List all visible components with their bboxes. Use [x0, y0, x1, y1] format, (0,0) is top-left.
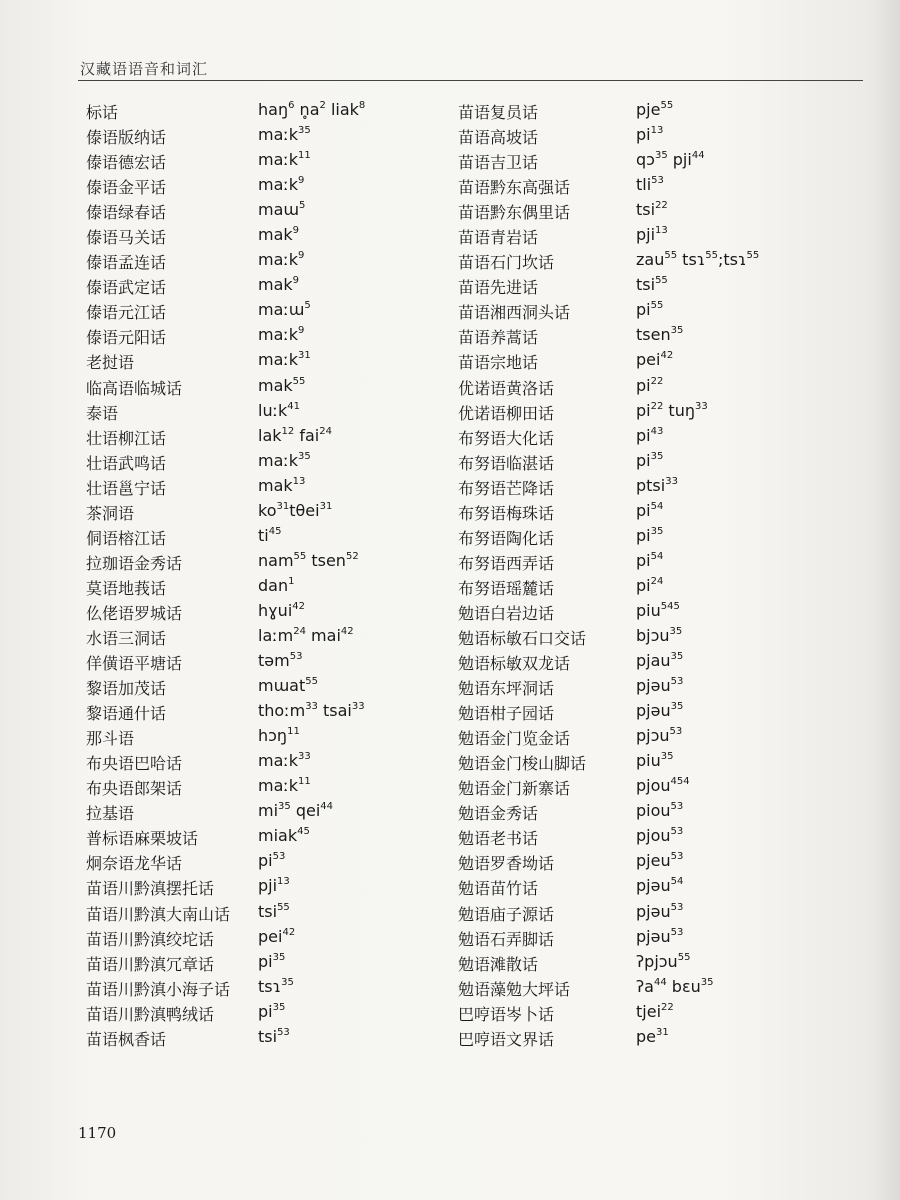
dialect-name: 布努语临湛话	[458, 453, 555, 473]
phonetic-form: maːk$^{35}$	[258, 125, 311, 145]
dialect-name: 佯僙语平塘话	[86, 654, 183, 674]
dialect-name: 傣语元阳话	[86, 328, 167, 348]
dialect-name: 勉语藻勉大坪话	[458, 979, 571, 999]
list-item	[458, 674, 858, 699]
list-item	[458, 925, 858, 950]
dialect-name: 苗语高坡话	[458, 128, 539, 148]
dialect-name: 勉语庙子源话	[458, 904, 555, 924]
phonetic-form: piou$^{53}$	[636, 801, 684, 821]
dialect-name: 勉语苗竹话	[458, 879, 539, 899]
list-item	[86, 975, 446, 1000]
dialect-name: 苗语先进话	[458, 278, 539, 298]
dialect-name: 布努语西弄话	[458, 553, 555, 573]
dialect-name: 勉语柑子园话	[458, 704, 555, 724]
list-item	[458, 524, 858, 549]
phonetic-form: mak$^{55}$	[258, 375, 306, 395]
dialect-name: 苗语川黔滇小海子话	[86, 979, 231, 999]
dialect-name: 壮语柳江话	[86, 428, 167, 448]
phonetic-form: pei$^{42}$	[258, 926, 296, 946]
dialect-name: 苗语黔东高强话	[458, 178, 571, 198]
phonetic-form: $mi^{35}$ qei$^{44}$	[258, 801, 334, 821]
dialect-name: 临高语临城话	[86, 378, 183, 398]
list-item	[458, 1000, 858, 1025]
list-item	[458, 374, 858, 399]
phonetic-form: maɯ$^5$	[258, 200, 306, 220]
list-item	[458, 699, 858, 724]
phonetic-form: mak$^9$	[258, 225, 300, 245]
list-item	[86, 248, 446, 273]
phonetic-form: maːk$^{11}$	[258, 150, 311, 170]
phonetic-form: pjɔu$^{53}$	[636, 726, 683, 746]
list-item	[458, 900, 858, 925]
phonetic-form: qɔ$^{35}$ pji$^{44}$	[636, 150, 705, 170]
phonetic-form: bjɔu$^{35}$	[636, 625, 683, 645]
phonetic-form: pjəu$^{35}$	[636, 701, 684, 721]
list-item	[86, 148, 446, 173]
phonetic-form: mak$^9$	[258, 275, 300, 295]
dialect-name: 苗语吉卫话	[458, 153, 539, 173]
list-item	[458, 599, 858, 624]
phonetic-form: ʔpjɔu$^{55}$	[636, 951, 691, 971]
phonetic-form: pjəu$^{53}$	[636, 676, 684, 696]
phonetic-form: $pi^{22}$	[636, 375, 664, 395]
dialect-name: 苗语黔东偶里话	[458, 203, 571, 223]
phonetic-form: pji$^{13}$	[636, 225, 668, 245]
left-column	[86, 98, 446, 1050]
phonetic-form: mak$^{13}$	[258, 475, 306, 495]
phonetic-form: thoːm$^{33}$ tsai$^{33}$	[258, 701, 365, 721]
dialect-name: 苗语川黔滇冗章话	[86, 954, 215, 974]
list-item	[86, 348, 446, 373]
phonetic-form: təm$^{53}$	[258, 651, 303, 671]
phonetic-form: $pi^{54}$	[636, 500, 664, 520]
dialect-name: 苗语湘西洞头话	[458, 303, 571, 323]
phonetic-form: pje$^{55}$	[636, 100, 674, 119]
list-item	[86, 799, 446, 824]
phonetic-form: pei$^{42}$	[636, 350, 674, 370]
list-item	[458, 1025, 858, 1050]
running-head: 汉藏语语音和词汇	[80, 60, 209, 78]
phonetic-form: pjəu$^{53}$	[636, 926, 684, 946]
dialect-name: 苗语枫香话	[86, 1029, 167, 1049]
dialect-name: 苗语川黔滇摆托话	[86, 879, 215, 899]
phonetic-form: $pi^{35}$	[258, 951, 286, 971]
dialect-name: 茶洞语	[86, 503, 135, 523]
dialect-name: 布央语巴哈话	[86, 754, 183, 774]
phonetic-form: $pi^{35}$	[258, 1001, 286, 1021]
phonetic-form: haŋ$^6$ $n̥a^2$ liak$^8$	[258, 100, 366, 119]
list-item	[86, 774, 446, 799]
phonetic-form: pjəu$^{54}$	[636, 876, 684, 896]
phonetic-form: miak$^{45}$	[258, 826, 310, 846]
phonetic-form: maːk$^{35}$	[258, 450, 311, 470]
dialect-name: 水语三洞话	[86, 628, 167, 648]
list-item	[86, 574, 446, 599]
right-column	[458, 98, 858, 1050]
dialect-name: 巴哼语岑卜话	[458, 1004, 555, 1024]
dialect-name: 那斗语	[86, 729, 135, 749]
dialect-name: 勉语金秀话	[458, 804, 539, 824]
page-number: 1170	[78, 1124, 117, 1142]
list-item	[458, 323, 858, 348]
list-item	[86, 98, 446, 123]
header-rule	[78, 80, 863, 81]
list-item	[86, 223, 446, 248]
list-item	[458, 749, 858, 774]
dialect-name: 老挝语	[86, 353, 135, 373]
list-item	[458, 624, 858, 649]
phonetic-form: maːk$^9$	[258, 250, 305, 270]
dialect-name: 布努语陶化话	[458, 528, 555, 548]
list-item	[86, 824, 446, 849]
phonetic-form: tsi$^{55}$	[636, 275, 668, 295]
phonetic-form: tsi$^{55}$	[258, 901, 290, 921]
phonetic-form: $pe^{31}$	[636, 1026, 669, 1046]
list-item	[458, 474, 858, 499]
dialect-name: 苗语青岩话	[458, 228, 539, 248]
phonetic-form: $pi^{24}$	[636, 575, 664, 595]
list-item	[458, 649, 858, 674]
list-item	[86, 925, 446, 950]
list-item	[458, 799, 858, 824]
phonetic-form: maːk$^{33}$	[258, 751, 311, 771]
dialect-name: 黎语加茂话	[86, 679, 167, 699]
dialect-name: 傣语武定话	[86, 278, 167, 298]
dialect-name: 勉语老书话	[458, 829, 539, 849]
list-item	[86, 874, 446, 899]
list-item	[458, 499, 858, 524]
phonetic-form: $pi^{53}$	[258, 851, 286, 871]
list-item	[458, 98, 858, 123]
phonetic-form: $pi^{43}$	[636, 425, 664, 445]
list-item	[86, 849, 446, 874]
dialect-name: 傣语元江话	[86, 303, 167, 323]
dialect-name: 优诺语黄洛话	[458, 378, 555, 398]
dialect-name: 勉语东坪洞话	[458, 679, 555, 699]
dialect-name: 布央语郎架话	[86, 779, 183, 799]
list-item	[458, 774, 858, 799]
list-item	[86, 499, 446, 524]
dialect-name: 侗语榕江话	[86, 528, 167, 548]
list-item	[458, 549, 858, 574]
list-item	[86, 749, 446, 774]
phonetic-form: zau$^{55}$ tsɿ$^{55}$;tsɿ$^{55}$	[636, 250, 760, 270]
phonetic-form: pjau$^{35}$	[636, 651, 684, 671]
phonetic-form: dan$^1$	[258, 575, 295, 595]
phonetic-form: pjeu$^{53}$	[636, 851, 684, 871]
dialect-name: 布努语大化话	[458, 428, 555, 448]
dialect-name: 勉语标敏石口交话	[458, 628, 587, 648]
phonetic-form: maːk$^9$	[258, 175, 305, 195]
phonetic-form: tli$^{53}$	[636, 175, 664, 195]
list-item	[86, 549, 446, 574]
dialect-name: 拉珈语金秀话	[86, 553, 183, 573]
dialect-name: 勉语滩散话	[458, 954, 539, 974]
phonetic-form: hɣui$^{42}$	[258, 600, 305, 620]
dialect-name: 苗语川黔滇鸭绒话	[86, 1004, 215, 1024]
dialect-name: 壮语武鸣话	[86, 453, 167, 473]
list-item	[86, 524, 446, 549]
dialect-name: 勉语石弄脚话	[458, 929, 555, 949]
phonetic-form: maːk$^9$	[258, 325, 305, 345]
phonetic-form: maːk$^{11}$	[258, 776, 311, 796]
phonetic-form: pjou$^{454}$	[636, 776, 690, 796]
list-item	[458, 975, 858, 1000]
list-item	[458, 574, 858, 599]
dialect-name: 勉语金门梭山脚话	[458, 754, 587, 774]
list-item	[458, 148, 858, 173]
list-item	[458, 348, 858, 373]
phonetic-form: $pi^{22}$ tuŋ$^{33}$	[636, 400, 708, 420]
list-item	[458, 950, 858, 975]
dialect-name: 莫语地莪话	[86, 578, 167, 598]
list-item	[86, 449, 446, 474]
list-item	[458, 824, 858, 849]
list-item	[86, 399, 446, 424]
list-item	[86, 699, 446, 724]
list-item	[86, 649, 446, 674]
dialect-name: 壮语邕宁话	[86, 478, 167, 498]
dialect-name: 拉基语	[86, 804, 135, 824]
list-item	[458, 399, 858, 424]
list-item	[458, 248, 858, 273]
dialect-name: 勉语标敏双龙话	[458, 654, 571, 674]
dialect-name: 布努语瑶麓话	[458, 578, 555, 598]
phonetic-form: nam$^{55}$ tsen$^{52}$	[258, 550, 359, 570]
phonetic-form: $pi^{35}$	[636, 450, 664, 470]
list-item	[86, 273, 446, 298]
list-item	[458, 298, 858, 323]
dialect-name: 勉语金门览金话	[458, 729, 571, 749]
list-item	[458, 173, 858, 198]
phonetic-form: piu$^{35}$	[636, 751, 674, 771]
list-item	[86, 123, 446, 148]
phonetic-form: mɯat$^{55}$	[258, 676, 318, 696]
dialect-name: 标话	[86, 103, 119, 122]
phonetic-form: $ko^{31}t\theta ei^{31}$	[258, 500, 333, 520]
dialect-name: 巴哼语文界话	[458, 1029, 555, 1049]
phonetic-form: ptsi$^{33}$	[636, 475, 678, 495]
list-item	[86, 198, 446, 223]
phonetic-form: laːm$^{24}$ mai$^{42}$	[258, 625, 354, 645]
phonetic-form: $pi^{35}$	[636, 525, 664, 545]
list-item	[86, 950, 446, 975]
phonetic-form: pjou$^{53}$	[636, 826, 684, 846]
list-item	[458, 273, 858, 298]
dialect-name: 布努语梅珠话	[458, 503, 555, 523]
phonetic-form: tsɿ$^{35}$	[258, 976, 294, 996]
list-item	[86, 424, 446, 449]
dialect-name: 苗语宗地话	[458, 353, 539, 373]
dialect-name: 傣语孟连话	[86, 253, 167, 273]
list-item	[86, 624, 446, 649]
dialect-name: 傣语金平话	[86, 178, 167, 198]
dialect-name: 傣语德宏话	[86, 153, 167, 173]
list-item	[86, 900, 446, 925]
phonetic-form: maːɯ$^5$	[258, 300, 311, 320]
phonetic-form: $pi^{54}$	[636, 550, 664, 570]
dialect-name: 普标语麻栗坡话	[86, 829, 199, 849]
dialect-name: 苗语川黔滇绞坨话	[86, 929, 215, 949]
dialect-name: 苗语石门坎话	[458, 253, 555, 273]
dialect-name: 泰语	[86, 403, 119, 423]
dialect-name: 苗语川黔滇大南山话	[86, 904, 231, 924]
dialect-name: 勉语白岩边话	[458, 603, 555, 623]
dialect-name: 布努语芒降话	[458, 478, 555, 498]
phonetic-form: lak$^{12}$ fai$^{24}$	[258, 425, 332, 445]
list-item	[458, 223, 858, 248]
phonetic-form: $pi^{55}$	[636, 300, 664, 320]
list-item	[86, 298, 446, 323]
phonetic-form: ʔa$^{44}$ bɛu$^{35}$	[636, 976, 714, 996]
dialect-name: 傣语绿春话	[86, 203, 167, 223]
page-edge-shadow	[870, 0, 900, 1200]
list-item	[86, 173, 446, 198]
list-item	[86, 599, 446, 624]
phonetic-form: pji$^{13}$	[258, 876, 290, 896]
list-item	[86, 1000, 446, 1025]
phonetic-form: luːk$^{41}$	[258, 400, 300, 420]
dialect-name: 苗语养蒿话	[458, 328, 539, 348]
phonetic-form: tsi$^{22}$	[636, 200, 668, 220]
dialect-name: 仫佬语罗城话	[86, 603, 183, 623]
phonetic-form: $pi^{13}$	[636, 125, 664, 145]
dialect-name: 傣语马关话	[86, 228, 167, 248]
dialect-name: 勉语罗香坳话	[458, 854, 555, 874]
phonetic-form: tsen$^{35}$	[636, 325, 684, 345]
phonetic-form: pjəu$^{53}$	[636, 901, 684, 921]
list-item	[86, 1025, 446, 1050]
list-item	[86, 374, 446, 399]
list-item	[458, 123, 858, 148]
phonetic-form: $ti^{45}$	[258, 525, 282, 545]
phonetic-form: hɔŋ$^{11}$	[258, 726, 300, 746]
list-item	[458, 424, 858, 449]
list-item	[86, 674, 446, 699]
list-item	[458, 724, 858, 749]
phonetic-form: piu$^{545}$	[636, 600, 680, 620]
dialect-name: 炯奈语龙华话	[86, 854, 183, 874]
dialect-name: 苗语复员话	[458, 103, 539, 122]
dialect-name: 傣语版纳话	[86, 128, 167, 148]
dialect-name: 勉语金门新寨话	[458, 779, 571, 799]
list-item	[86, 474, 446, 499]
list-item	[86, 323, 446, 348]
dialect-name: 黎语通什话	[86, 704, 167, 724]
phonetic-form: maːk$^{31}$	[258, 350, 311, 370]
list-item	[458, 849, 858, 874]
list-item	[458, 449, 858, 474]
phonetic-form: tjei$^{22}$	[636, 1001, 674, 1021]
list-item	[458, 198, 858, 223]
list-item	[86, 724, 446, 749]
phonetic-form: tsi$^{53}$	[258, 1026, 290, 1046]
list-item	[458, 874, 858, 899]
dialect-name: 优诺语柳田话	[458, 403, 555, 423]
